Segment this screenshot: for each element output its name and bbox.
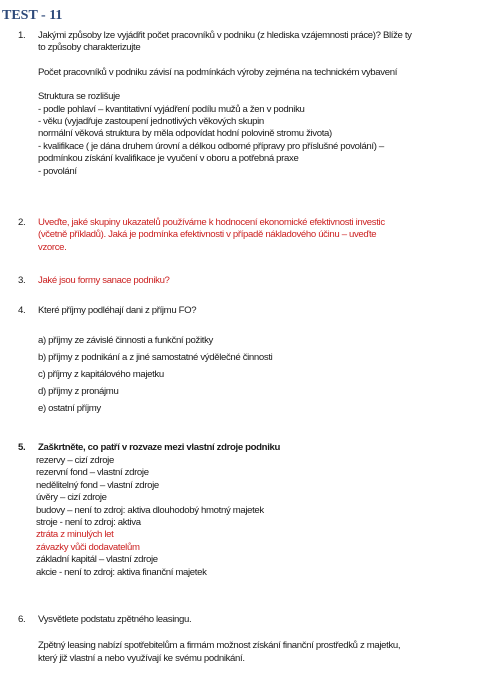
question-number: 5. bbox=[18, 442, 26, 453]
question-text: vzorce. bbox=[38, 241, 67, 253]
question-number: 2. bbox=[18, 217, 26, 228]
structure-heading: Struktura se rozlišuje bbox=[38, 91, 120, 103]
question-number: 3. bbox=[18, 275, 26, 286]
answer-row: nedělitelný fond – vlastní zdroje bbox=[36, 479, 159, 491]
question-text: Zaškrtněte, co patří v rozvaze mezi vlastní zdroje podniku bbox=[38, 442, 281, 453]
question-text: Jakými způsoby lze vyjádřit počet pracovníků v podniku (z hlediska vzájemnosti práce)? Blíže ty bbox=[38, 30, 412, 41]
answer-row: rezervní fond – vlastní zdroje bbox=[36, 467, 149, 479]
answer-list bbox=[36, 455, 478, 579]
option-line: d) příjmy z pronájmu bbox=[38, 386, 119, 398]
question-number: 4. bbox=[18, 305, 26, 316]
option-line: b) příjmy z podnikání a z jiné samostatné výdělečné činnosti bbox=[38, 352, 273, 364]
answer-text: který již vlastní a nebo využívají ke svému podnikání. bbox=[38, 652, 245, 664]
question-text: (včetně příkladů). Jaká je podmínka efektivnosti v případě nákladového účinu – uveďte bbox=[38, 229, 377, 241]
structure-line: normální věková struktura by měla odpovídat hodní polovině stromu života) bbox=[38, 128, 332, 140]
answer-row: úvěry – cizí zdroje bbox=[36, 492, 107, 504]
question-number: 1. bbox=[18, 30, 26, 41]
structure-line: - věku (vyjadřuje zastoupení jednotlivých věkových skupin bbox=[38, 116, 264, 128]
structure-line: podmínkou získání kvalifikace je vyučení v oboru a potřebná praxe bbox=[38, 153, 299, 165]
answer-row: ztráta z minulých let bbox=[36, 529, 114, 541]
structure-line: - podle pohlaví – kvantitativní vyjádření podílu mužů a žen v podniku bbox=[38, 103, 305, 115]
option-line: e) ostatní příjmy bbox=[38, 403, 101, 415]
answer-row: základní kapitál – vlastní zdroje bbox=[36, 554, 158, 566]
question-text: Vysvětlete podstatu zpětného leasingu. bbox=[38, 614, 192, 625]
question-text: Které příjmy podléhají dani z příjmu FO? bbox=[38, 305, 197, 316]
answer-row: akcie - není to zdroj: aktiva finanční majetek bbox=[36, 566, 207, 578]
question-text: Jaké jsou formy sanace podniku? bbox=[38, 275, 170, 286]
question-text: to způsoby charakterizujte bbox=[38, 42, 141, 54]
test-title: TEST - 11 bbox=[2, 8, 63, 23]
answer-text: Zpětný leasing nabízí spotřebitelům a firmám možnost získání finanční prostředků z majetku, bbox=[38, 640, 401, 652]
question-text: Uveďte, jaké skupiny ukazatelů používáme k hodnocení ekonomické efektivnosti investic bbox=[38, 217, 385, 228]
question-number: 6. bbox=[18, 614, 26, 625]
answer-row: budovy – není to zdroj: aktiva dlouhodobý hmotný majetek bbox=[36, 504, 264, 516]
answer-row: stroje - není to zdroj: aktiva bbox=[36, 517, 141, 529]
structure-line: - kvalifikace ( je dána druhem úrovní a délkou odborné přípravy pro příslušné povolání) – bbox=[38, 140, 384, 152]
answer-row: závazky vůči dodavatelům bbox=[36, 541, 140, 553]
answer-text: Počet pracovníků v podniku závisí na podmínkách výroby zejména na technickém vybavení bbox=[38, 66, 398, 78]
answer-row: rezervy – cizí zdroje bbox=[36, 455, 114, 466]
option-line: c) příjmy z kapitálového majetku bbox=[38, 369, 164, 381]
structure-line: - povolání bbox=[38, 165, 77, 177]
option-line: a) příjmy ze závislé činnosti a funkční požitky bbox=[38, 335, 213, 347]
